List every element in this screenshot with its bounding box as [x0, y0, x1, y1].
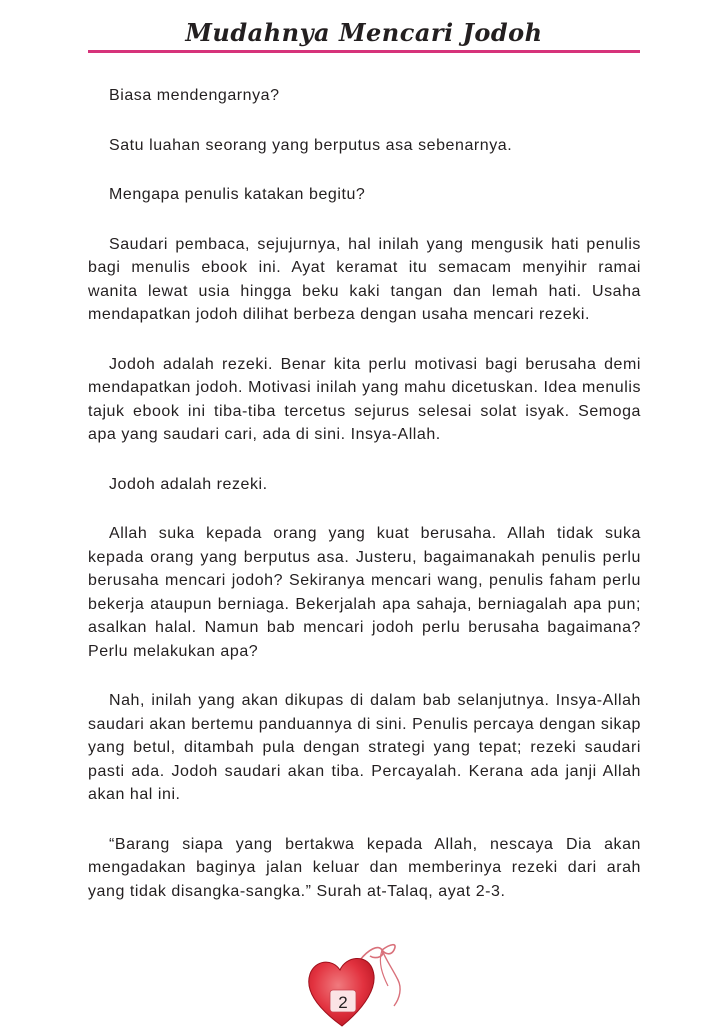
page-footer	[290, 930, 440, 1030]
header-divider	[88, 50, 640, 53]
paragraph: Nah, inilah yang akan dikupas di dalam bab selanjutnya. Insya-Allah saudari akan bertemu panduannya di sini. Penulis percaya dengan sikap yang betul, ditambah pula dengan strategi yang tepat; rezeki saudari pasti ada. Jodoh saudari akan tiba. Percayalah. Kerana ada janji Allah akan hal ini.	[88, 692, 641, 803]
paragraph: Jodoh adalah rezeki.	[109, 475, 268, 493]
paragraph: Biasa mendengarnya?	[109, 87, 280, 104]
page-number: 2	[338, 993, 348, 1012]
paragraph: Mengapa penulis katakan begitu?	[109, 186, 366, 203]
paragraph: Saudari pembaca, sejujurnya, hal inilah yang mengusik hati penulis bagi menulis ebook ini. Ayat keramat itu semacam menyihir ramai wanita lewat usia hingga beku kaki tangan dan lemah hati. Usaha mendapatkan jodoh dilihat berbeza dengan usaha mencari rezeki.	[88, 235, 641, 323]
paragraph: Allah suka kepada orang yang kuat berusaha. Allah tidak suka kepada orang yang berputus asa. Justeru, bagaimanakah penulis perlu berusaha mencari jodoh? Sekiranya mencari wang, penulis faham perlu bekerja ataupun berniaga. Bekerjalah apa sahaja, berniagalah apa pun; asalkan halal. Namun bab mencari jodoh perlu berusaha bagaimana? Perlu melakukan apa?	[88, 525, 641, 660]
page-body	[88, 84, 641, 929]
paragraph-quote: “Barang siapa yang bertakwa kepada Allah, nescaya Dia akan mengadakan baginya jalan keluar dan memberinya rezeki dari arah yang tidak disangka-sangka.” Surah at-Talaq, ayat 2-3.	[88, 835, 641, 900]
page-header-title: Mudahnya Mencari Jodoh	[185, 18, 543, 47]
page-header	[0, 0, 728, 60]
paragraph: Satu luahan seorang yang berputus asa sebenarnya.	[109, 136, 513, 154]
heart-tag-icon	[290, 930, 440, 1030]
paragraph: Jodoh adalah rezeki. Benar kita perlu motivasi bagi berusaha demi mendapatkan jodoh. Motivasi inilah yang mahu dicetuskan. Idea menulis tajuk ebook ini tiba-tiba tercetus sejurus selesai solat isyak. Semoga apa yang saudari cari, ada di sini. Insya-Allah.	[88, 355, 641, 443]
